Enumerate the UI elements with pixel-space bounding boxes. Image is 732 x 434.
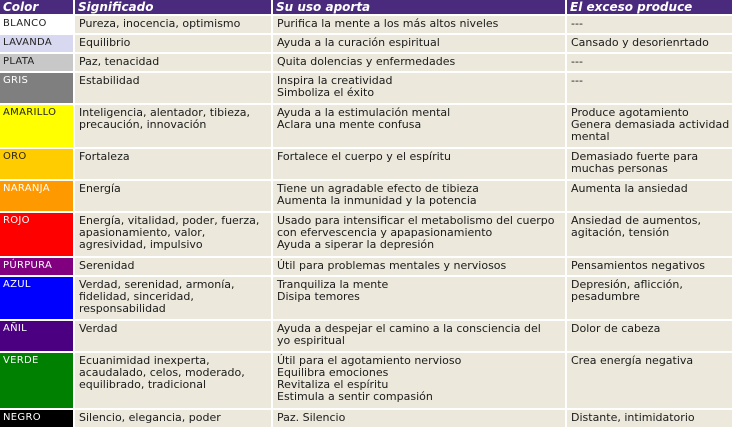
exceso-cell: Ansiedad de aumentos, agitación, tensión bbox=[567, 213, 732, 256]
aporta-cell: Útil para el agotamiento nervioso Equilibra emociones Revitaliza el espíritu Estimula a sentir compasión bbox=[273, 353, 565, 408]
exceso-cell: Pensamientos negativos bbox=[567, 258, 732, 275]
color-swatch-cell: ROJO bbox=[0, 213, 73, 256]
significado-cell: Energía bbox=[75, 181, 271, 211]
aporta-cell: Fortalece el cuerpo y el espíritu bbox=[273, 149, 565, 179]
table-row bbox=[0, 258, 732, 275]
table-row bbox=[0, 321, 732, 351]
table-row bbox=[0, 410, 732, 427]
aporta-cell: Usado para intensificar el metabolismo del cuerpo con efervescencia y apapasionamiento Ayuda a siperar la depresión bbox=[273, 213, 565, 256]
table-row bbox=[0, 149, 732, 179]
aporta-cell: Tranquiliza la mente Disipa temores bbox=[273, 277, 565, 319]
table-row bbox=[0, 16, 732, 33]
aporta-cell: Purifica la mente a los más altos niveles bbox=[273, 16, 565, 33]
significado-cell: Pureza, inocencia, optimismo bbox=[75, 16, 271, 33]
aporta-cell: Tiene un agradable efecto de tibieza Aumenta la inmunidad y la potencia bbox=[273, 181, 565, 211]
table-row bbox=[0, 277, 732, 319]
color-swatch-cell: AÑIL bbox=[0, 321, 73, 351]
table-row bbox=[0, 35, 732, 52]
significado-cell: Paz, tenacidad bbox=[75, 54, 271, 71]
aporta-cell: Útil para problemas mentales y nerviosos bbox=[273, 258, 565, 275]
aporta-cell: Inspira la creatividad Simboliza el éxito bbox=[273, 73, 565, 103]
color-swatch-cell: GRIS bbox=[0, 73, 73, 103]
header-aporta: Su uso aporta bbox=[273, 0, 565, 14]
exceso-cell: Dolor de cabeza bbox=[567, 321, 732, 351]
exceso-cell: --- bbox=[567, 54, 732, 71]
exceso-cell: --- bbox=[567, 73, 732, 103]
header-significado: Significado bbox=[75, 0, 271, 14]
exceso-cell: Distante, intimidatorio bbox=[567, 410, 732, 427]
significado-cell: Serenidad bbox=[75, 258, 271, 275]
significado-cell: Estabilidad bbox=[75, 73, 271, 103]
aporta-cell: Ayuda a la estimulación mental Aclara una mente confusa bbox=[273, 105, 565, 147]
table-body bbox=[0, 16, 732, 427]
table-row bbox=[0, 181, 732, 211]
aporta-cell: Quita dolencias y enfermedades bbox=[273, 54, 565, 71]
color-swatch-cell: AMARILLO bbox=[0, 105, 73, 147]
table-header bbox=[0, 0, 732, 14]
exceso-cell: --- bbox=[567, 16, 732, 33]
color-swatch-cell: ORO bbox=[0, 149, 73, 179]
color-swatch-cell: NEGRO bbox=[0, 410, 73, 427]
header-row bbox=[0, 0, 732, 14]
table-row bbox=[0, 73, 732, 103]
table-row bbox=[0, 105, 732, 147]
exceso-cell: Demasiado fuerte para muchas personas bbox=[567, 149, 732, 179]
exceso-cell: Cansado y desorienrtado bbox=[567, 35, 732, 52]
table-row bbox=[0, 54, 732, 71]
aporta-cell: Paz. Silencio bbox=[273, 410, 565, 427]
significado-cell: Verdad, serenidad, armonía, fidelidad, sinceridad, responsabilidad bbox=[75, 277, 271, 319]
significado-cell: Equilibrio bbox=[75, 35, 271, 52]
color-swatch-cell: VERDE bbox=[0, 353, 73, 408]
exceso-cell: Crea energía negativa bbox=[567, 353, 732, 408]
significado-cell: Inteligencia, alentador, tibieza, precaución, innovación bbox=[75, 105, 271, 147]
table-row bbox=[0, 213, 732, 256]
significado-cell: Energía, vitalidad, poder, fuerza, apasionamiento, valor, agresividad, impulsivo bbox=[75, 213, 271, 256]
header-exceso: El exceso produce bbox=[567, 0, 732, 14]
aporta-cell: Ayuda a despejar el camino a la consciencia del yo espiritual bbox=[273, 321, 565, 351]
significado-cell: Fortaleza bbox=[75, 149, 271, 179]
color-swatch-cell: LAVANDA bbox=[0, 35, 73, 52]
color-swatch-cell: PLATA bbox=[0, 54, 73, 71]
color-swatch-cell: PÚRPURA bbox=[0, 258, 73, 275]
table-row bbox=[0, 353, 732, 408]
color-swatch-cell: AZUL bbox=[0, 277, 73, 319]
header-color: Color bbox=[0, 0, 73, 14]
exceso-cell: Aumenta la ansiedad bbox=[567, 181, 732, 211]
exceso-cell: Depresión, aflicción, pesadumbre bbox=[567, 277, 732, 319]
color-swatch-cell: NARANJA bbox=[0, 181, 73, 211]
significado-cell: Ecuanimidad inexperta, acaudalado, celos, moderado, equilibrado, tradicional bbox=[75, 353, 271, 408]
significado-cell: Silencio, elegancia, poder bbox=[75, 410, 271, 427]
color-swatch-cell: BLANCO bbox=[0, 16, 73, 33]
exceso-cell: Produce agotamiento Genera demasiada actividad mental bbox=[567, 105, 732, 147]
aporta-cell: Ayuda a la curación espiritual bbox=[273, 35, 565, 52]
significado-cell: Verdad bbox=[75, 321, 271, 351]
